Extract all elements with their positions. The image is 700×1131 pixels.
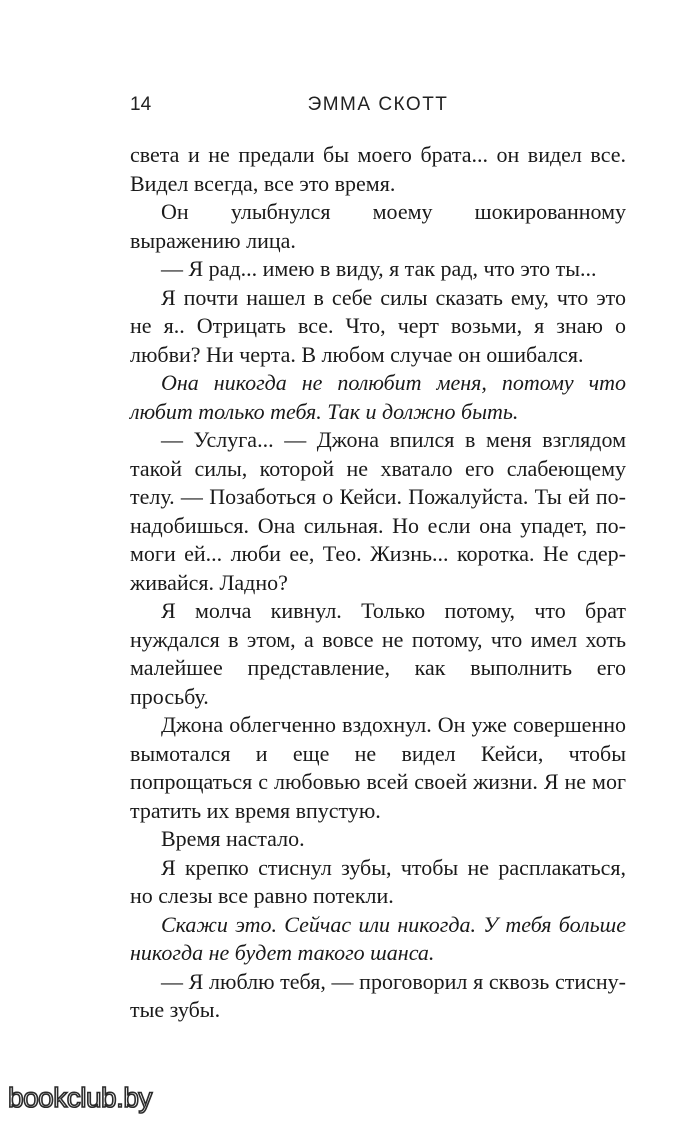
paragraph-1: света и не предали бы моего брата... он видел все. Видел всегда, все это время. [130,142,626,196]
paragraph-3: — Я рад... имею в виду, я так рад, что это ты... [161,256,597,281]
page-number: 14 [130,94,152,115]
watermark: bookclub.by [8,1082,152,1113]
running-head [130,94,626,118]
paragraph-9: Время настало. [161,826,305,851]
paragraph-6: — Услуга... — Джона впился в меня взглядом такой силы, которой не хватало его слабеющему телу. — Позаботься о Кейси. Пожалуйста. Ты ей понадобишься. Она сильная. Но если она упадет, помоги ей... люби ее, Тео. Жизнь... коротка. Не сдерживайся. Ладно? [130,427,626,595]
paragraph-11-italic: Скажи это. Сейчас или никогда. У тебя больше никогда не будет такого шанса. [130,911,626,965]
paragraph-5-italic: Она никогда не полюбит меня, потому что любит только тебя. Так и должно быть. [130,370,626,424]
paragraph-2: Он улыбнулся моему шокированному выражению лица. [130,199,626,253]
body-text [130,141,626,1025]
paragraph-10: Я крепко стиснул зубы, чтобы не расплакаться, но слезы все равно потекли. [130,854,626,908]
paragraph-12: — Я люблю тебя, — проговорил я сквозь стиснутые зубы. [130,968,626,1022]
paragraph-7: Я молча кивнул. Только потому, что брат нуждался в этом, а вовсе не потому, что имел хоть малейшее представление, как выполнить его просьбу. [130,598,626,709]
paragraph-8: Джона облегченно вздохнул. Он уже совершенно вымотался и еще не видел Кейси, чтобы попрощаться с любовью всей своей жизни. Я не мог тратить их время впустую. [130,712,626,823]
paragraph-4: Я почти нашел в себе силы сказать ему, что это не я.. Отрицать все. Что, черт возьми, я знаю о любви? Ни черта. В любом случае он ошибался. [130,284,626,367]
book-author: ЭММА СКОТТ [307,94,449,115]
